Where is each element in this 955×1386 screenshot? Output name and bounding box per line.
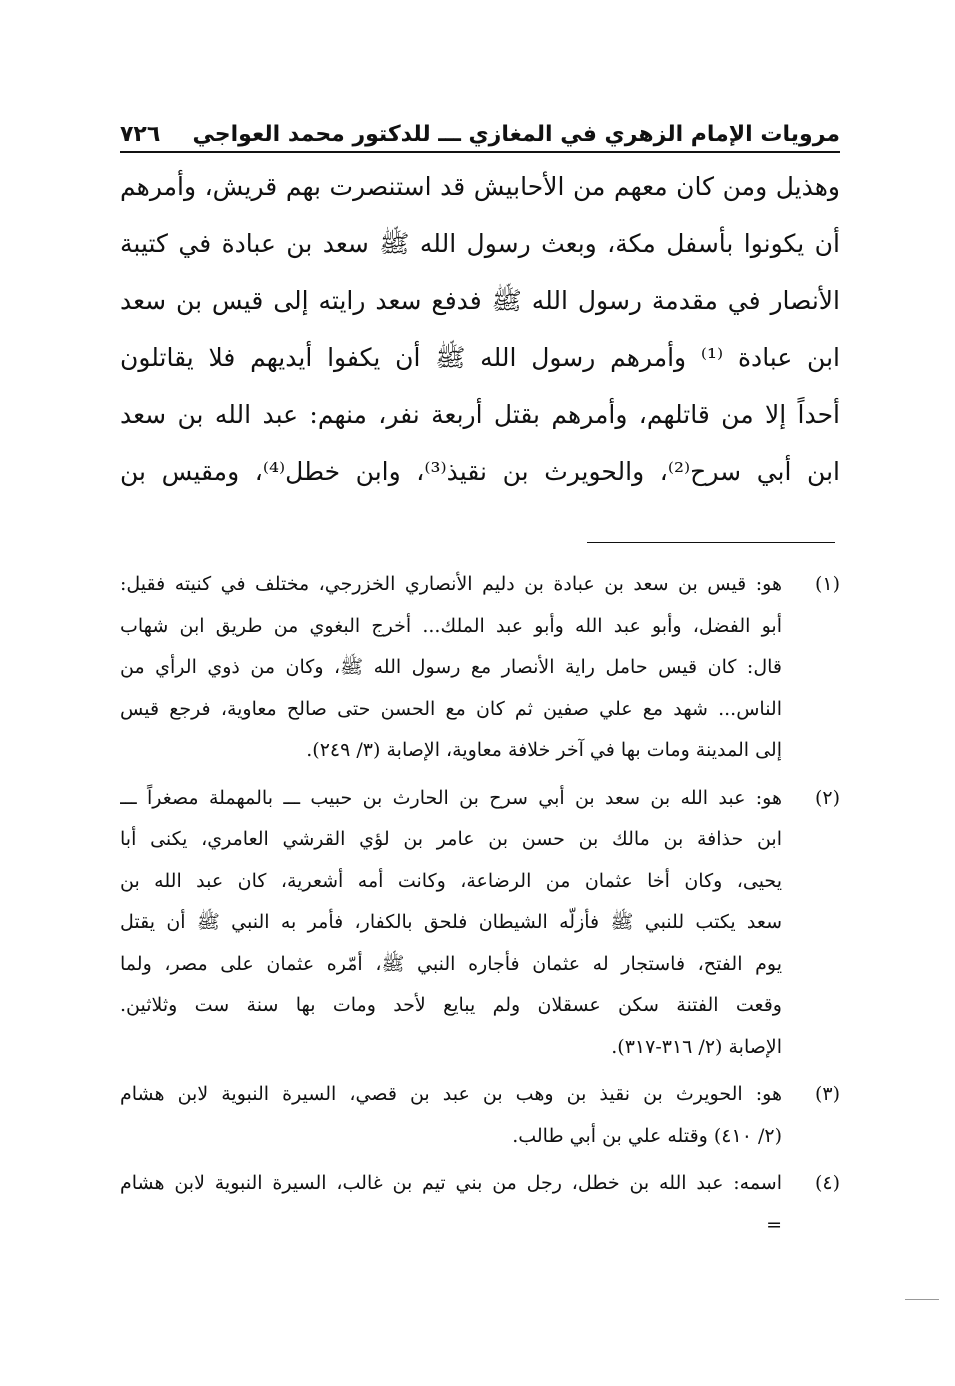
footnote-line: هو: قيس بن سعد بن عبادة بن دليم الأنصاري الخزرجي، مختلف في كنيته فقيل: — [120, 573, 782, 595]
text-line: الأنصار في مقدمة رسول الله ﷺ فدفع سعد رايته إلى قيس بن سعد — [120, 286, 840, 315]
footnote-line: يوم الفتح، فاستجار له عثمان فأجاره النبي ﷺ، أمّره عثمان على مصر، ولما — [120, 952, 782, 975]
footnote-number: (٢) — [814, 786, 840, 809]
text-line: ابن عبادة ⁽¹⁾ وأمرهم رسول الله ﷺ أن يكفوا أيديهم فلا يقاتلون — [120, 343, 840, 372]
footnote-line: الناس... شهد مع علي صفين ثم كان مع الحسن حتى صالح معاوية، فرجع قيس — [120, 697, 782, 720]
page-number: ٧٢٦ — [120, 122, 161, 147]
footnote-continuation-mark: = — [766, 1213, 782, 1236]
footnote-separator — [587, 542, 835, 543]
footnote-line: ابن حذافة بن مالك بن حسن بن عامر بن لؤي القرشي العامري، يكنى أبا — [120, 828, 782, 850]
footnote-line: الإصابة (٢/ ٣١٦-٣١٧). — [611, 1035, 782, 1058]
footnote-3 — [120, 1074, 840, 1157]
footnote-line: اسمه: عبد الله بن خطل، رجل من بني تيم بن غالب، السيرة النبوية لابن هشام — [120, 1172, 782, 1194]
main-text — [120, 158, 840, 500]
footnote-1 — [120, 564, 840, 772]
footnote-line: هو: الحويرث بن نقيذ بن وهب بن عبد بن قصي، السيرة النبوية لابن هشام — [120, 1083, 782, 1105]
footnote-number: (٣) — [814, 1083, 840, 1105]
page-edge-mark — [905, 1299, 939, 1300]
footnote-line: وقعت الفتنة سكن عسقلان ولم يبايع لأحد ومات بها سنة ست وثلاثين. — [120, 994, 782, 1016]
footnote-number: (٤) — [814, 1172, 840, 1194]
footnote-line: سعد يكتب للنبي ﷺ فأزلّه الشيطان فلحق بالكفار، فأمر به النبي ﷺ أن يقتل — [120, 911, 782, 933]
text-line: ابن أبي سرح⁽²⁾، والحويرث بن نقيذ⁽³⁾، وابن خطل⁽⁴⁾، ومقيس بن — [120, 457, 840, 486]
text-line: أحداً إلا من قاتلهم، وأمرهم بقتل أربعة نفر، منهم: عبد الله بن سعد — [120, 400, 840, 429]
header-rule — [120, 151, 840, 153]
footnotes — [120, 564, 840, 1246]
footnote-2 — [120, 778, 840, 1069]
footnote-line: إلى المدينة ومات بها في آخر خلافة معاوية، الإصابة (٣/ ٢٤٩). — [306, 739, 782, 761]
footnote-line: (٢/ ٤١٠) وقتله علي بن أبي طالب. — [512, 1124, 782, 1147]
text-line: أن يكونوا بأسفل مكة، وبعث رسول الله ﷺ سعد بن عبادة في كتيبة — [120, 229, 840, 258]
footnote-4 — [120, 1163, 840, 1246]
footnote-line: يحيى، وكان أخا عثمان من الرضاعة، وكانت أمه أشعرية، كان عبد الله بن — [120, 869, 782, 892]
footnote-line: هو: عبد الله بن سعد بن أبي سرح بن الحارث بن حبيب ـــ بالمهملة مصغراً ـــ — [120, 786, 782, 809]
running-header-title: مرويات الإمام الزهري في المغازي ـــ للدكتور محمد العواجي — [192, 122, 840, 147]
footnote-line: قال: كان قيس حامل راية الأنصار مع رسول الله ﷺ، وكان من ذوي الرأي من — [120, 656, 782, 678]
footnote-number: (١) — [814, 573, 840, 595]
running-header — [120, 118, 840, 152]
footnote-line: أبو الفضل، وأبو عبد الله وأبو عبد الملك... أخرج البغوي من طريق ابن شهاب — [120, 614, 782, 637]
text-line: وهذيل ومن كان معهم من الأحابيش قد استنصرت بهم قريش، وأمرهم — [120, 172, 840, 201]
